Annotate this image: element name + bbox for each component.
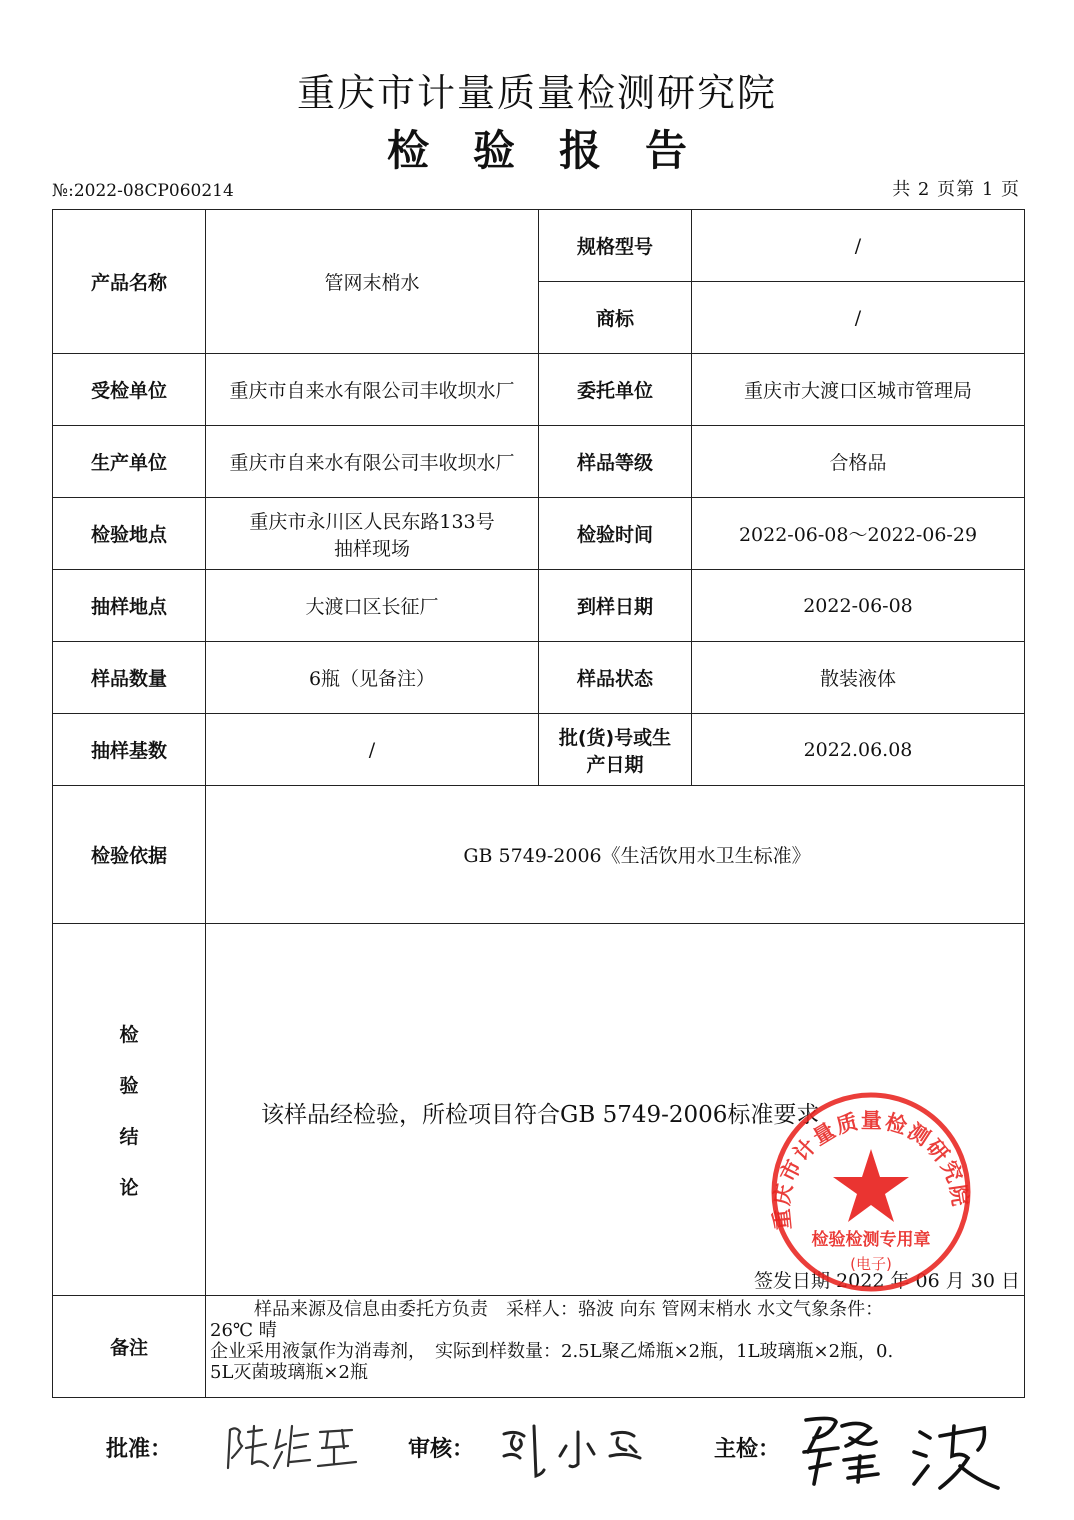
state-label: 样品状态: [539, 642, 692, 714]
institute-name: 重庆市计量质量检测研究院: [296, 71, 777, 115]
signature-row: [0, 1412, 1074, 1502]
approve-label: 批准：: [106, 1437, 173, 1462]
conclusion-label-char: 论: [119, 1176, 139, 1199]
official-seal: [763, 1089, 979, 1295]
batch-label: [539, 714, 692, 786]
location-line1: 重庆市永川区人民东路133号: [249, 510, 495, 533]
inspect-time-label: 检验时间: [539, 498, 692, 570]
sampling-place-value: 大渡口区长征厂: [206, 570, 539, 642]
producer-value: 重庆市自来水有限公司丰收坝水厂: [206, 426, 539, 498]
seal-center-text: 检验检测专用章: [811, 1230, 931, 1250]
star-icon: [833, 1149, 909, 1222]
basis-value: GB 5749-2006《生活饮用水卫生标准》: [463, 845, 811, 867]
location-line2: 抽样现场: [333, 537, 410, 560]
inspected-unit-label: 受检单位: [53, 354, 206, 426]
review-label: 审核：: [408, 1437, 475, 1462]
location-value: [206, 498, 539, 570]
quantity-value: 6瓶（见备注）: [206, 642, 539, 714]
notes-cell: [206, 1296, 1025, 1398]
sampling-base-value: /: [206, 714, 539, 786]
client-label: 委托单位: [539, 354, 692, 426]
reviewer-signature: [494, 1416, 654, 1486]
notes-line: 26℃ 晴: [210, 1320, 277, 1341]
sampling-place-label: 抽样地点: [53, 570, 206, 642]
location-label: 检验地点: [53, 498, 206, 570]
brand-value: /: [692, 282, 1025, 354]
grade-label: 样品等级: [539, 426, 692, 498]
spec-value: /: [692, 210, 1025, 282]
batch-label-line1: 批(货)号或生: [558, 726, 672, 749]
conclusion-text: 该样品经检验，所检项目符合GB 5749-2006标准要求: [261, 1102, 820, 1128]
product-name-value: 管网末梢水: [206, 210, 539, 354]
grade-value: 合格品: [692, 426, 1025, 498]
brand-label: 商标: [539, 282, 692, 354]
notes-line: 5L灭菌玻璃瓶×2瓶: [210, 1362, 368, 1383]
product-name-label: 产品名称: [53, 210, 206, 354]
basis-label: 检验依据: [53, 786, 206, 924]
page-info: 共 2 页第 1 页: [892, 179, 1020, 200]
sign-date: 签发日期 2022 年 06 月 30 日: [754, 1270, 1020, 1292]
sampling-base-label: 抽样基数: [53, 714, 206, 786]
batch-value: 2022.06.08: [692, 714, 1025, 786]
seal-sub-text: (电子): [850, 1255, 892, 1273]
spec-label: 规格型号: [539, 210, 692, 282]
inspect-time-value: 2022-06-08～2022-06-29: [692, 498, 1025, 570]
batch-label-line2: 产日期: [586, 753, 644, 776]
chief-inspector-signature: [790, 1412, 1010, 1502]
notes-line: 样品来源及信息由委托方负责 采样人：骆波 向东 管网末梢水 水文气象条件：: [254, 1299, 884, 1320]
chief-label: 主检：: [714, 1437, 781, 1462]
conclusion-label: [53, 924, 206, 1296]
conclusion-label-char: 检: [119, 1023, 139, 1046]
conclusion-label-char: 验: [119, 1074, 139, 1097]
quantity-label: 样品数量: [53, 642, 206, 714]
arrival-date-value: 2022-06-08: [692, 570, 1025, 642]
report-number: №:2022-08CP060214: [52, 181, 234, 201]
notes-label: 备注: [53, 1296, 206, 1398]
notes-line: 企业采用液氯作为消毒剂， 实际到样数量：2.5L聚乙烯瓶×2瓶，1L玻璃瓶×2瓶，0.: [210, 1341, 894, 1362]
state-value: 散装液体: [692, 642, 1025, 714]
seal-ring-text: 重庆市计量质量检测研究院: [769, 1108, 973, 1232]
approver-signature: [222, 1418, 362, 1478]
client-value: 重庆市大渡口区城市管理局: [692, 354, 1025, 426]
producer-label: 生产单位: [53, 426, 206, 498]
arrival-date-label: 到样日期: [539, 570, 692, 642]
report-title: 检验报告: [386, 126, 731, 175]
inspected-unit-value: 重庆市自来水有限公司丰收坝水厂: [206, 354, 539, 426]
conclusion-label-char: 结: [119, 1125, 139, 1148]
